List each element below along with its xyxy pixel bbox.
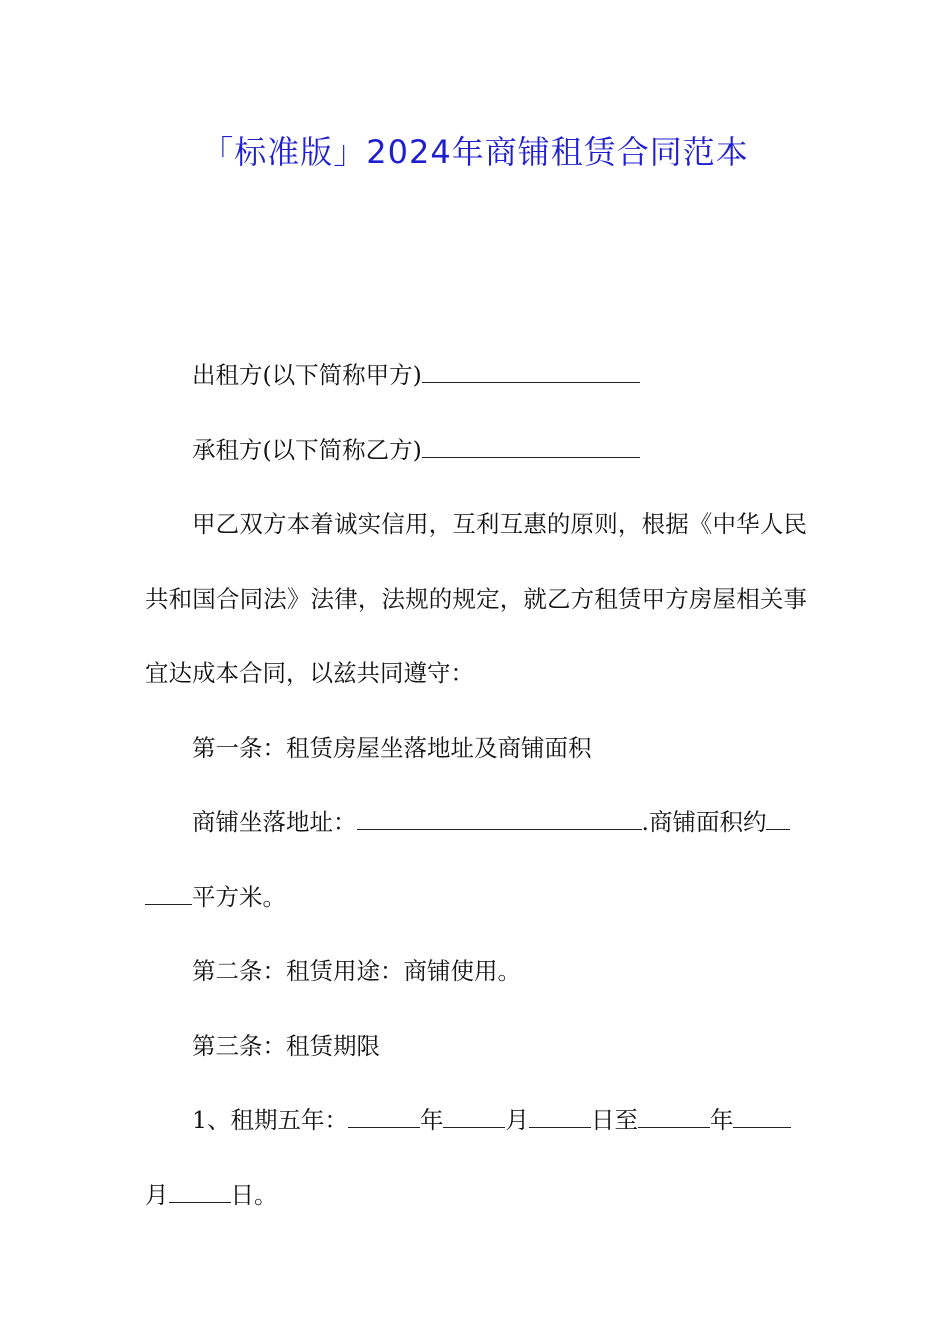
address-blank: [357, 804, 642, 830]
term-paragraph: [145, 1083, 807, 1232]
lessee-label: 承租方(以下简称乙方): [192, 435, 422, 464]
area-blank-end: [145, 879, 192, 905]
term-label: 1、租期五年：: [192, 1106, 348, 1134]
end-month-label: 月: [145, 1180, 169, 1209]
day-to-label: 日至: [590, 1106, 638, 1134]
area-label: .商铺面积约: [641, 808, 767, 836]
area-unit: 平方米。: [192, 882, 286, 911]
end-day-label: 日。: [230, 1180, 278, 1209]
lessor-blank: [422, 357, 640, 383]
start-month-blank: [443, 1102, 505, 1128]
address-label: 商铺坐落地址：: [192, 808, 357, 836]
start-day-blank: [529, 1102, 591, 1128]
start-month-label: 月: [505, 1106, 529, 1134]
document-title: 「标准版」2024年商铺租赁合同范本: [201, 133, 749, 171]
article2-line: 第二条：租赁用途：商铺使用。: [192, 957, 521, 985]
lessor-label: 出租方(以下简称甲方): [192, 361, 422, 389]
area-blank-start: [766, 804, 790, 830]
end-year-label: 年: [709, 1106, 734, 1134]
end-month-blank-start: [733, 1102, 791, 1128]
lessee-blank: [422, 432, 640, 458]
lessor-line: [145, 338, 807, 413]
lessee-line: [145, 413, 807, 488]
article3-heading: 第三条：租赁期限: [192, 1031, 380, 1060]
address-paragraph: [145, 785, 807, 934]
preamble-paragraph: 甲乙双方本着诚实信用，互利互惠的原则，根据《中华人民共和国合同法》法律，法规的规定，就乙方租赁甲方房屋相关事宜达成本合同，以兹共同遵守：: [145, 510, 807, 687]
end-day-blank: [169, 1177, 231, 1203]
start-year-label: 年: [419, 1106, 444, 1134]
article1-heading: 第一条：租赁房屋坐落地址及商铺面积: [192, 733, 592, 762]
start-year-blank: [348, 1102, 420, 1128]
end-year-blank: [638, 1102, 710, 1128]
contract-body: [145, 338, 807, 1232]
